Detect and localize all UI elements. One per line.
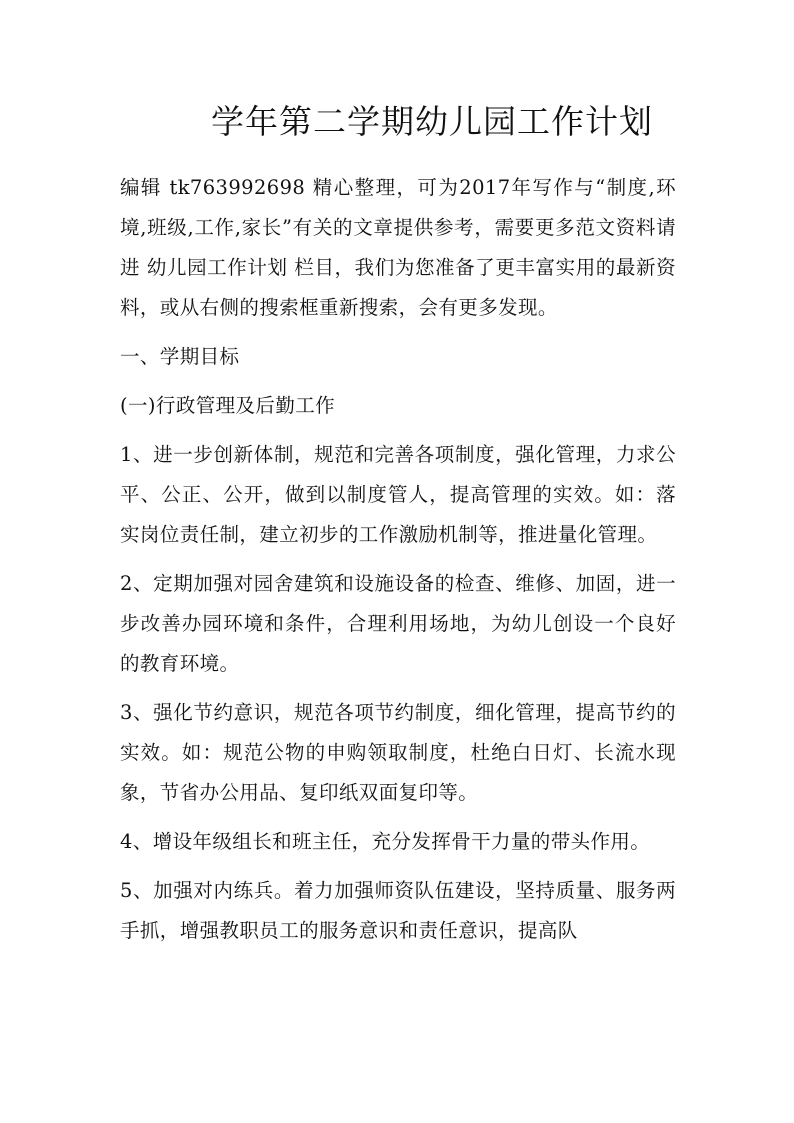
list-item-4: 4、增设年级组长和班主任，充分发挥骨干力量的带头作用。 [120,830,651,853]
document-body [120,168,676,951]
list-item-2: 2、定期加强对园舍建筑和设施设备的检查、维修、加固，进一步改善办园环境和条件，合理利用场地，为幼儿创设一个良好的教育环境。 [120,572,676,675]
list-item-5: 5、加强对内练兵。着力加强师资队伍建设，坚持质量、服务两手抓，增强教职员工的服务意识和责任意识，提高队 [120,879,676,942]
document-title: 学年第二学期幼儿园工作计划 [211,102,653,141]
subsection-heading-admin: (一)行政管理及后勤工作 [120,394,336,417]
list-item-1: 1、进一步创新体制，规范和完善各项制度，强化管理，力求公平、公正、公开，做到以制度管人，提高管理的实效。如：落实岗位责任制，建立初步的工作激励机制等，推进量化管理。 [120,443,676,546]
intro-paragraph: 编辑 tk763992698 精心整理，可为2017年写作与“制度,环境,班级,工作,家长”有关的文章提供参考，需要更多范文资料请进 幼儿园工作计划 栏目，我们为您准备了更丰富实用的最新资料，或从右侧的搜索框重新搜索，会有更多发现。 [120,176,676,319]
section-heading-goals: 一、学期目标 [120,345,240,368]
list-item-3: 3、强化节约意识，规范各项节约制度，细化管理，提高节约的实效。如：规范公物的申购领取制度，杜绝白日灯、长流水现象，节省办公用品、复印纸双面复印等。 [120,701,676,804]
